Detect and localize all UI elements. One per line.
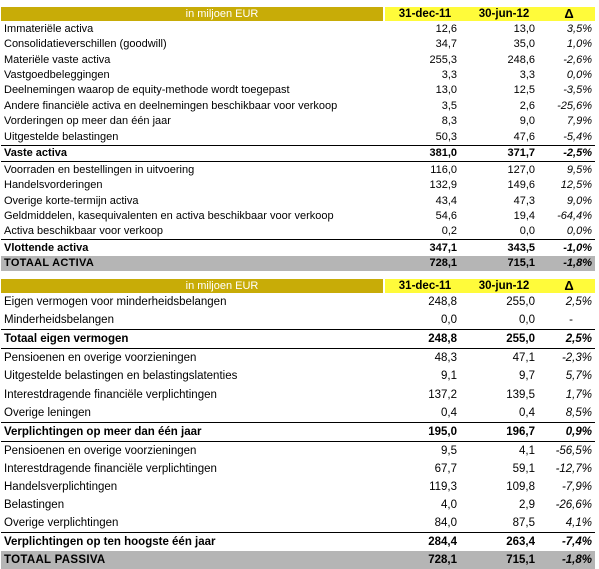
table-row (1, 311, 595, 329)
row-label: Andere financiële activa en deelnemingen beschikbaar voor verkoop (4, 99, 338, 112)
value-jun-12: 9,0 (519, 115, 535, 128)
row-label: TOTAAL ACTIVA (4, 257, 95, 270)
balance-sheet-assets-table (1, 7, 595, 271)
value-delta: -2,5% (563, 147, 592, 160)
value-jun-12: 0,0 (519, 225, 535, 238)
row-label: Belastingen (4, 499, 65, 512)
table-row (1, 441, 595, 460)
value-jun-12: 263,4 (506, 536, 535, 549)
value-jun-12: 127,0 (507, 163, 535, 176)
value-dec-11: 4,0 (441, 499, 457, 512)
value-dec-11: 9,1 (441, 370, 457, 383)
row-label: Overige leningen (4, 406, 91, 419)
value-dec-11: 248,8 (428, 333, 457, 346)
row-label: Pensioenen en overige voorzieningen (4, 352, 197, 365)
value-jun-12: 0,4 (519, 406, 535, 419)
value-delta: 7,9% (566, 115, 592, 128)
value-jun-12: 196,7 (506, 425, 535, 438)
value-delta: 9,5% (566, 163, 592, 176)
table-row (1, 404, 595, 422)
value-jun-12: 371,7 (507, 147, 535, 160)
value-delta: -12,7% (555, 462, 592, 475)
row-label: Overige korte-termijn activa (4, 194, 139, 207)
balance-sheet-liabilities-table (1, 279, 595, 569)
table-row (1, 239, 595, 255)
value-dec-11: 248,8 (428, 296, 457, 309)
value-delta: -1,8% (561, 554, 592, 567)
value-dec-11: 50,3 (435, 130, 457, 143)
value-jun-12: 2,6 (519, 99, 535, 112)
row-label: Overige verplichtingen (4, 517, 119, 530)
table-row (1, 532, 595, 551)
table-body (1, 293, 595, 569)
value-delta: 1,0% (566, 38, 592, 51)
value-jun-12: 248,6 (507, 53, 535, 66)
table-row (1, 329, 595, 348)
value-jun-12: 13,0 (513, 22, 535, 35)
value-delta: -2,3% (561, 352, 592, 365)
value-delta: -1,0% (563, 241, 592, 254)
value-dec-11: 728,1 (429, 257, 457, 270)
table-row (1, 478, 595, 496)
value-jun-12: 19,4 (513, 209, 535, 222)
column-header-dec-11: 31-dec-11 (385, 279, 465, 293)
value-delta: 0,0% (566, 225, 592, 238)
table-row (1, 422, 595, 441)
value-jun-12: 12,5 (513, 84, 535, 97)
table-header (1, 7, 595, 21)
value-delta: 9,0% (566, 194, 592, 207)
value-delta: -64,4% (557, 209, 592, 222)
table-row (1, 114, 595, 129)
value-dec-11: 43,4 (435, 194, 457, 207)
column-header-dec-11: 31-dec-11 (385, 7, 465, 21)
table-row (1, 348, 595, 367)
value-jun-12: 0,0 (519, 314, 535, 327)
value-jun-12: 343,5 (507, 241, 535, 254)
value-delta: 3,5% (566, 22, 592, 35)
value-delta: 2,5% (565, 333, 592, 346)
value-delta: -25,6% (557, 99, 592, 112)
row-label: Deelnemingen waarop de equity-methode wordt toegepast (4, 84, 290, 97)
value-dec-11: 54,6 (435, 209, 457, 222)
table-row (1, 67, 595, 82)
row-label: Handelsverplichtingen (4, 480, 118, 493)
value-jun-12: 715,1 (506, 554, 535, 567)
unit-header: in miljoen EUR (1, 279, 383, 293)
value-jun-12: 2,9 (519, 499, 535, 512)
table-row (1, 83, 595, 98)
value-delta: 4,1% (565, 517, 592, 530)
value-jun-12: 3,3 (519, 69, 535, 82)
table-row (1, 177, 595, 192)
row-label: Voorraden en bestellingen in uitvoering (4, 163, 195, 176)
row-label: Vastgoedbeleggingen (4, 69, 110, 82)
value-jun-12: 87,5 (512, 517, 535, 530)
value-jun-12: 109,8 (506, 480, 535, 493)
value-delta: 0,9% (565, 425, 592, 438)
table-row (1, 496, 595, 514)
value-dec-11: 9,5 (441, 444, 457, 457)
value-jun-12: 59,1 (512, 462, 535, 475)
column-header-delta: Δ (543, 279, 595, 293)
row-label: Minderheidsbelangen (4, 314, 114, 327)
row-label: Totaal eigen vermogen (4, 333, 129, 346)
value-jun-12: 4,1 (519, 444, 535, 457)
row-label: Vaste activa (4, 147, 67, 160)
value-dec-11: 0,0 (441, 314, 457, 327)
value-jun-12: 149,6 (507, 179, 535, 192)
row-label: Verplichtingen op meer dan één jaar (4, 425, 202, 438)
table-row (1, 98, 595, 113)
value-dec-11: 13,0 (435, 84, 457, 97)
value-delta: -5,4% (563, 130, 592, 143)
table-row (1, 161, 595, 177)
table-row (1, 36, 595, 51)
row-label: Uitgestelde belastingen en belastingslatenties (4, 370, 238, 383)
table-row (1, 460, 595, 478)
table-row (1, 514, 595, 532)
value-jun-12: 255,0 (506, 333, 535, 346)
value-dec-11: 34,7 (435, 38, 457, 51)
value-delta: 2,5% (565, 296, 592, 309)
row-label: Materiële vaste activa (4, 53, 111, 66)
value-delta: -7,9% (561, 480, 592, 493)
value-dec-11: 195,0 (428, 425, 457, 438)
value-jun-12: 47,6 (513, 130, 535, 143)
table-row (1, 385, 595, 403)
row-label: Vlottende activa (4, 241, 89, 254)
value-dec-11: 381,0 (429, 147, 457, 160)
table-row (1, 145, 595, 161)
table-row (1, 367, 595, 385)
row-label: Geldmiddelen, kasequivalenten en activa beschikbaar voor verkoop (4, 209, 334, 222)
value-dec-11: 3,3 (441, 69, 457, 82)
table-row (1, 21, 595, 36)
value-dec-11: 8,3 (441, 115, 457, 128)
value-dec-11: 132,9 (429, 179, 457, 192)
value-dec-11: 728,1 (428, 554, 457, 567)
table-row (1, 256, 595, 271)
row-label: Uitgestelde belastingen (4, 130, 119, 143)
row-label: Handelsvorderingen (4, 179, 103, 192)
row-label: Pensioenen en overige voorzieningen (4, 444, 197, 457)
row-label: Vorderingen op meer dan één jaar (4, 115, 171, 128)
row-label: Consolidatieverschillen (goodwill) (4, 38, 167, 51)
value-dec-11: 255,3 (429, 53, 457, 66)
value-dec-11: 0,2 (441, 225, 457, 238)
value-delta: 5,7% (565, 370, 592, 383)
row-label: Activa beschikbaar voor verkoop (4, 225, 163, 238)
value-delta: -2,6% (563, 53, 592, 66)
row-label: Interestdragende financiële verplichtingen (4, 388, 217, 401)
row-label: Verplichtingen op ten hoogste één jaar (4, 536, 216, 549)
table-header (1, 279, 595, 293)
value-dec-11: 284,4 (428, 536, 457, 549)
column-header-delta: Δ (543, 7, 595, 21)
value-dec-11: 67,7 (434, 462, 457, 475)
value-dec-11: 116,0 (430, 163, 457, 176)
value-delta: -3,5% (563, 84, 592, 97)
column-header-jun-12: 30-jun-12 (465, 279, 543, 293)
value-jun-12: 139,5 (506, 388, 535, 401)
value-delta: 12,5% (560, 179, 592, 192)
value-dec-11: 3,5 (441, 99, 457, 112)
table-row (1, 208, 595, 223)
value-delta: -7,4% (561, 536, 592, 549)
value-delta: 8,5% (565, 406, 592, 419)
value-dec-11: 48,3 (434, 352, 457, 365)
value-delta: -1,8% (563, 257, 592, 270)
value-delta: -26,6% (555, 499, 592, 512)
value-dec-11: 0,4 (441, 406, 457, 419)
unit-header: in miljoen EUR (1, 7, 383, 21)
value-dec-11: 347,1 (429, 241, 457, 254)
table-row (1, 551, 595, 569)
value-delta: - (569, 314, 573, 327)
column-header-jun-12: 30-jun-12 (465, 7, 543, 21)
row-label: Interestdragende financiële verplichtingen (4, 462, 217, 475)
value-delta: 1,7% (565, 388, 592, 401)
value-jun-12: 255,0 (506, 296, 535, 309)
value-dec-11: 84,0 (434, 517, 457, 530)
value-dec-11: 12,6 (435, 22, 457, 35)
value-jun-12: 47,3 (513, 194, 535, 207)
value-dec-11: 137,2 (428, 388, 457, 401)
table-row (1, 224, 595, 239)
row-label: Immateriële activa (4, 22, 94, 35)
table-body (1, 21, 595, 271)
value-delta: 0,0% (566, 69, 592, 82)
table-row (1, 293, 595, 311)
value-jun-12: 715,1 (507, 257, 535, 270)
value-jun-12: 9,7 (519, 370, 535, 383)
value-jun-12: 35,0 (513, 38, 535, 51)
table-row (1, 129, 595, 144)
value-delta: -56,5% (555, 444, 592, 457)
value-jun-12: 47,1 (512, 352, 535, 365)
value-dec-11: 119,3 (429, 480, 457, 493)
table-row (1, 193, 595, 208)
table-row (1, 52, 595, 67)
row-label: TOTAAL PASSIVA (4, 554, 106, 567)
row-label: Eigen vermogen voor minderheidsbelangen (4, 296, 227, 309)
